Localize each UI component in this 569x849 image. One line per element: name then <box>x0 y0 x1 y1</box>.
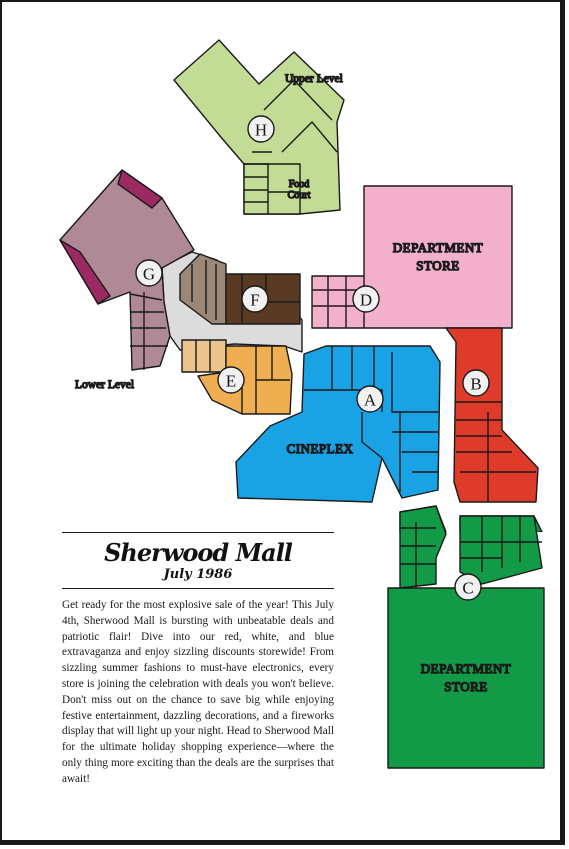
upper-level-label: Upper Level <box>285 73 343 85</box>
marker-f-letter: F <box>250 290 260 310</box>
marker-g[interactable] <box>136 260 162 286</box>
marker-e-letter: E <box>225 371 237 391</box>
marker-d-letter: D <box>359 290 373 310</box>
department-store-2[interactable] <box>388 588 544 768</box>
food-court-label-1: Food <box>288 179 310 190</box>
marker-c-letter: C <box>462 578 474 598</box>
marker-d[interactable] <box>353 286 379 312</box>
mall-title: Sherwood Mall <box>104 538 292 567</box>
zone-f[interactable] <box>180 254 300 324</box>
department-store-1-label-2: STORE <box>416 258 460 273</box>
cineplex-label: CINEPLEX <box>286 441 354 456</box>
zone-d[interactable] <box>312 186 512 328</box>
marker-b-letter: B <box>470 374 482 394</box>
title-block <box>62 532 334 589</box>
marker-a-letter: A <box>363 390 377 410</box>
title-rule-top <box>62 532 334 533</box>
marker-c[interactable] <box>455 574 481 600</box>
marker-f[interactable] <box>242 286 268 312</box>
department-store-2-label-1: DEPARTMENT <box>420 661 512 676</box>
marker-a[interactable] <box>357 386 383 412</box>
zone-b[interactable] <box>446 328 538 502</box>
title-rule-bottom <box>62 588 334 589</box>
department-store-1-label-1: DEPARTMENT <box>392 240 484 255</box>
marker-g-letter: G <box>142 264 156 284</box>
marker-b[interactable] <box>463 370 489 396</box>
food-court-label-2: Court <box>287 190 311 201</box>
lower-level-label: Lower Level <box>75 379 135 391</box>
marker-e[interactable] <box>218 367 244 393</box>
mall-date: July 1986 <box>163 567 233 582</box>
marker-h-letter: H <box>254 120 268 140</box>
promo-description: Get ready for the most explosive sale of the year! This July 4th, Sherwood Mall is bursting with unbeatable deals and patriotic flair! Dive into our red, white, and blue extravaganza and enjoy sizzling discounts storewide! From sizzling summer fashions to must-have electronics, every store is joining the celebration with deals you won't believe. Don't miss out on the chance to save big while enjoying festive entertainment, dazzling decorations, and a fireworks display that will light up your night. Head to Sherwood Mall for the ultimate holiday shopping experience—where the only thing more exciting than the deals are the surprises that await! <box>62 599 334 785</box>
marker-h[interactable] <box>248 116 274 142</box>
department-store-2-label-2: STORE <box>444 679 488 694</box>
mall-map <box>2 2 567 532</box>
